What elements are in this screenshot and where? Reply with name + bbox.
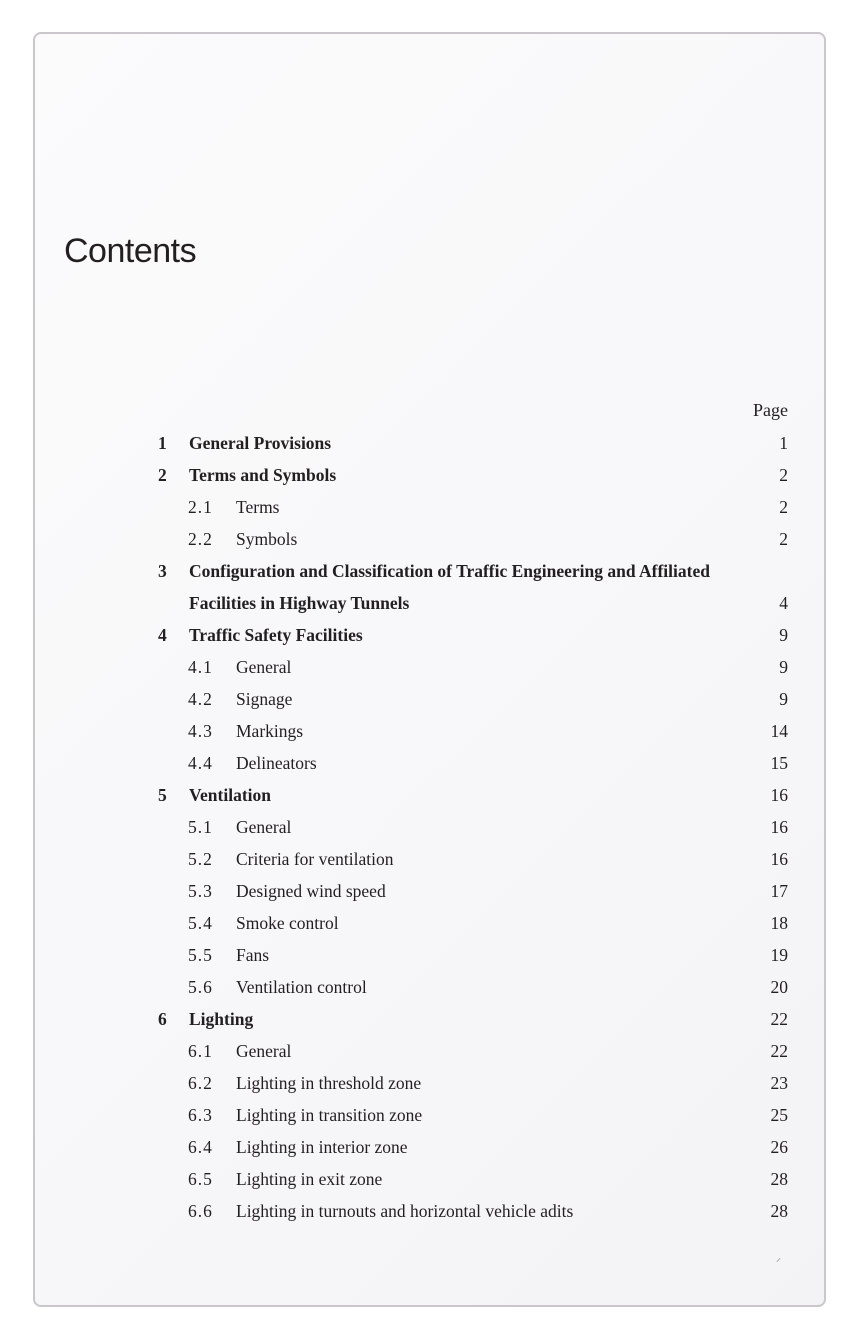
toc-entry-page: 2 (779, 497, 788, 517)
toc-entry[interactable] (0, 1099, 860, 1131)
toc-entry-number: 1 (158, 433, 167, 453)
toc-entry[interactable] (0, 1067, 860, 1099)
toc-entry[interactable] (0, 651, 860, 683)
toc-entry-number: 4.4 (188, 753, 213, 773)
toc-entry-page: 28 (770, 1201, 788, 1221)
scan-mark: ⸝ (776, 1253, 781, 1264)
toc-entry-number: 6.5 (188, 1169, 213, 1189)
toc-entry[interactable] (0, 1003, 860, 1035)
toc-entry[interactable] (0, 619, 860, 651)
toc-entry[interactable] (0, 939, 860, 971)
toc-entry-page: 28 (770, 1169, 788, 1189)
toc-entry-title: Lighting in transition zone (236, 1105, 423, 1125)
toc-entry[interactable] (0, 1163, 860, 1195)
toc-entry[interactable] (0, 907, 860, 939)
toc-entry[interactable] (0, 779, 860, 811)
toc-entry-title: General (236, 1041, 292, 1061)
toc-entry-number: 5.2 (188, 849, 213, 869)
toc-entry-title: Lighting (189, 1009, 254, 1029)
toc-entry-page: 16 (770, 817, 788, 837)
toc-entry-page: 2 (779, 529, 788, 549)
toc-entry-number: 4.3 (188, 721, 213, 741)
toc-entry-page: 1 (779, 433, 788, 453)
page-column-label: Page (753, 400, 788, 420)
toc-entry-page: 4 (779, 593, 788, 613)
toc-entry-title: Delineators (236, 753, 317, 773)
toc-entry-page: 25 (770, 1105, 788, 1125)
toc-entry-title: Terms (236, 497, 280, 517)
toc-entry-page: 15 (770, 753, 788, 773)
toc-entry-title: Ventilation control (236, 977, 367, 997)
toc-entry-title: General (236, 657, 292, 677)
toc-entry[interactable] (0, 843, 860, 875)
toc-entry-page: 9 (779, 625, 788, 645)
toc-entry-title: Lighting in turnouts and horizontal vehicle adits (236, 1201, 574, 1221)
toc-entry[interactable] (0, 1035, 860, 1067)
toc-entry-number: 3 (158, 561, 167, 581)
toc-entry[interactable] (0, 1195, 860, 1227)
toc-entry[interactable] (0, 491, 860, 523)
toc-entry-page: 9 (779, 657, 788, 677)
toc-entry[interactable] (0, 683, 860, 715)
toc-entry[interactable] (0, 555, 860, 587)
toc-entry-number: 6.4 (188, 1137, 213, 1157)
toc-entry-page: 16 (770, 785, 788, 805)
toc-entry-number: 5.6 (188, 977, 213, 997)
toc-entry-number: 6 (158, 1009, 167, 1029)
toc-entry-page: 16 (770, 849, 788, 869)
toc-entry-title: Ventilation (189, 785, 272, 805)
toc-entry-number: 6.6 (188, 1201, 213, 1221)
toc-entry-page: 26 (770, 1137, 788, 1157)
toc-entry-number: 5.1 (188, 817, 213, 837)
toc-entry-page: 20 (770, 977, 788, 997)
toc-entry-title: General (236, 817, 292, 837)
toc-entry-page: 14 (770, 721, 788, 741)
toc-entry-number: 5 (158, 785, 167, 805)
toc-entry-title: Lighting in interior zone (236, 1137, 408, 1157)
page-title: Contents (64, 232, 197, 270)
toc-entry-page: 18 (770, 913, 788, 933)
toc-entry-number: 2.2 (188, 529, 213, 549)
toc-entry-title: Smoke control (236, 913, 339, 933)
toc-entry[interactable] (0, 715, 860, 747)
toc-entry-number: 2.1 (188, 497, 213, 517)
toc-entry-title: Terms and Symbols (189, 465, 337, 485)
toc-entry-title: General Provisions (189, 433, 332, 453)
toc-entry-page: 17 (770, 881, 788, 901)
toc-entry[interactable] (0, 427, 860, 459)
toc-entry-number: 6.3 (188, 1105, 213, 1125)
toc-entry[interactable] (0, 811, 860, 843)
toc-entry-number: 6.1 (188, 1041, 213, 1061)
toc-entry-title: Designed wind speed (236, 881, 386, 901)
toc-entry[interactable] (0, 523, 860, 555)
toc-entry-title: Lighting in threshold zone (236, 1073, 422, 1093)
toc-entry-number: 6.2 (188, 1073, 213, 1093)
toc-entry-title: Lighting in exit zone (236, 1169, 383, 1189)
toc-entry-title: Signage (236, 689, 293, 709)
toc-entry[interactable] (0, 875, 860, 907)
toc-entry-page: 19 (770, 945, 788, 965)
toc-entry-page: 22 (770, 1009, 788, 1029)
toc-entry-page: 2 (779, 465, 788, 485)
toc-entry[interactable] (0, 971, 860, 1003)
toc-entry-number: 4.2 (188, 689, 213, 709)
toc-entry-title: Fans (236, 945, 270, 965)
toc-entry[interactable] (0, 459, 860, 491)
toc-entry-title: Facilities in Highway Tunnels (189, 593, 410, 613)
toc-entry-title: Markings (236, 721, 304, 741)
toc-entry-number: 5.5 (188, 945, 213, 965)
toc-entry-title: Criteria for ventilation (236, 849, 394, 869)
toc-entry[interactable] (0, 747, 860, 779)
toc-entry-page: 23 (770, 1073, 788, 1093)
toc-entry-number: 5.3 (188, 881, 213, 901)
toc-entry-title: Symbols (236, 529, 298, 549)
toc-entry-title: Traffic Safety Facilities (189, 625, 363, 645)
toc-entry-number: 4.1 (188, 657, 213, 677)
toc-entry[interactable] (0, 1131, 860, 1163)
toc-entry-number: 5.4 (188, 913, 213, 933)
toc-entry-page: 22 (770, 1041, 788, 1061)
toc-entry-number: 4 (158, 625, 167, 645)
toc-entry-page: 9 (779, 689, 788, 709)
toc-entry[interactable] (0, 587, 860, 619)
toc-entry-title: Configuration and Classification of Traffic Engineering and Affiliated (189, 561, 710, 581)
toc-entry-number: 2 (158, 465, 167, 485)
